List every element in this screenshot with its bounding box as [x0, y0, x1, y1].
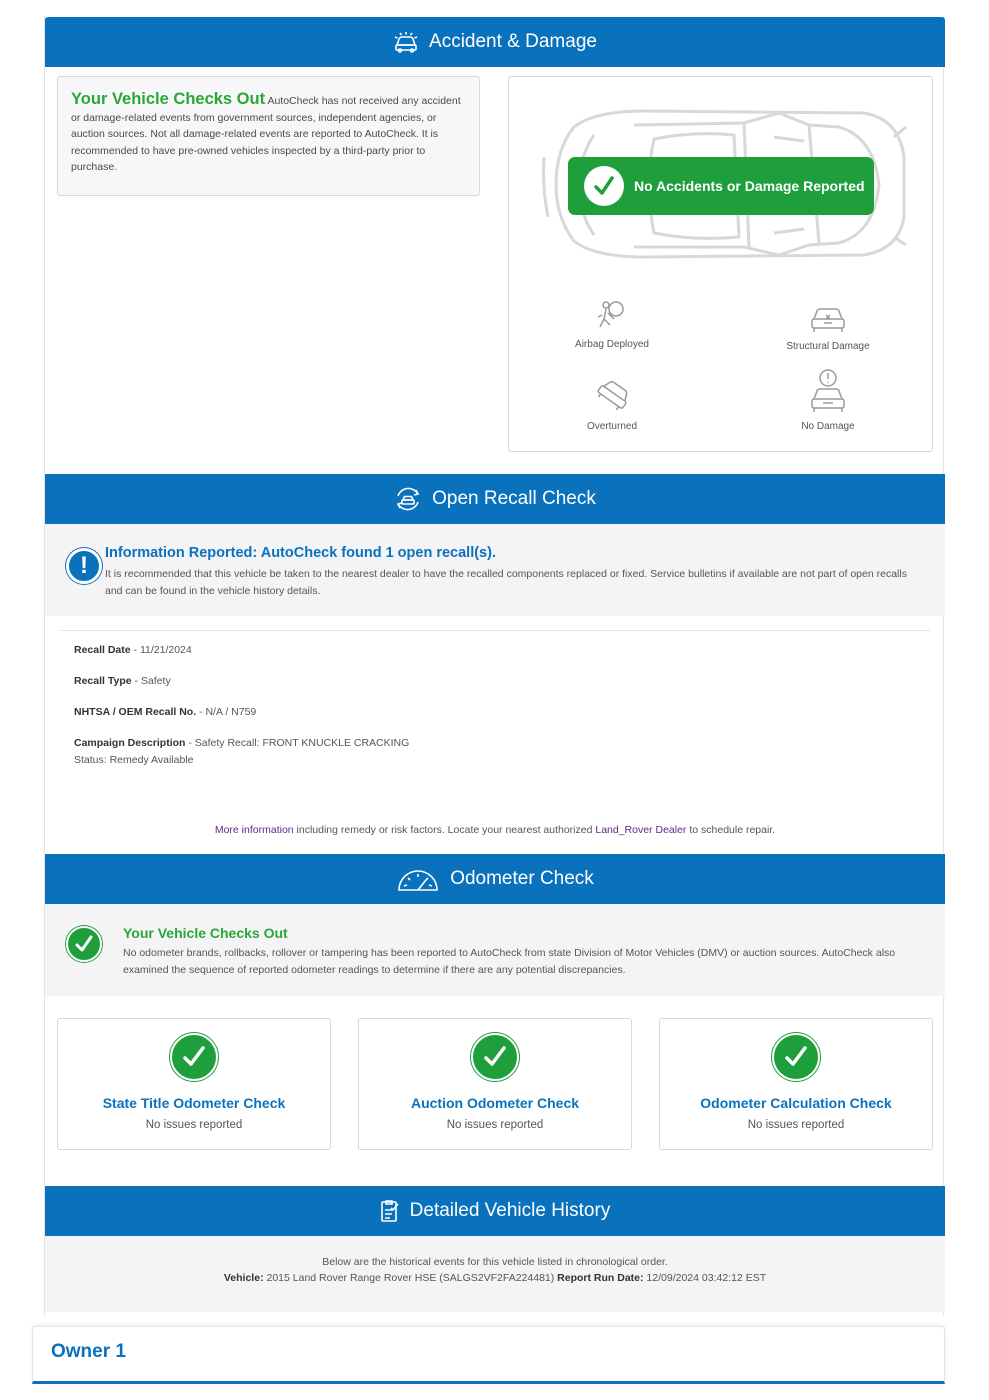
car-front-icon — [808, 303, 848, 335]
overturned-label: Overturned — [586, 421, 638, 432]
overturned-car-icon — [593, 379, 631, 415]
open-recall-title: Open Recall Check — [432, 488, 596, 509]
recall-info-text: It is recommended that this vehicle be taken to the nearest dealer to have the recalled components replaced or fixed. Service bulletins if available are not part of open recalls and can be found in the vehicle history details. — [105, 568, 907, 597]
odometer-calculation-status: No issues reported — [747, 1119, 845, 1131]
recall-date-label: Recall Date — [74, 644, 131, 656]
structural-damage-item — [758, 303, 898, 352]
checklist-icon — [380, 1199, 400, 1223]
state-title-odometer-status: No issues reported — [145, 1119, 243, 1131]
car-crash-icon — [393, 31, 419, 53]
recall-car-icon — [394, 486, 422, 512]
recall-number-value: - N/A / N759 — [196, 706, 257, 718]
odometer-info-box — [45, 904, 945, 996]
airbag-deployed-item — [542, 297, 682, 350]
campaign-description-value: - Safety Recall: FRONT KNUCKLE CRACKING — [185, 737, 410, 749]
recall-info-title: Information Reported: AutoCheck found 1 open recall(s). — [105, 545, 496, 561]
history-info-box — [45, 1236, 945, 1312]
checkmark-icon — [584, 166, 624, 206]
recall-number-label: NHTSA / OEM Recall No. — [74, 706, 197, 718]
more-information-link[interactable]: More information — [214, 824, 294, 836]
accident-checks-box — [57, 76, 480, 196]
owner-title: Owner 1 — [51, 1341, 126, 1362]
state-title-odometer-title: State Title Odometer Check — [102, 1095, 286, 1111]
odometer-checks-text: No odometer brands, rollbacks, rollover or tampering has been reported to AutoCheck from state Division of Motor Vehicles (DMV) or auction sources. AutoCheck also examined the sequence of reported odometer readings to determine if there are any potential discrepancies. — [123, 947, 896, 976]
vehicle-report — [44, 16, 944, 1316]
no-damage-item — [758, 369, 898, 432]
auction-odometer-card — [358, 1018, 632, 1150]
report-run-date-label: Report Run Date: — [557, 1272, 644, 1284]
recall-date-row — [74, 642, 192, 659]
detailed-history-title: Detailed Vehicle History — [409, 1200, 611, 1221]
car-alert-icon — [808, 369, 848, 415]
structural-damage-label: Structural Damage — [786, 341, 870, 352]
dealer-link[interactable]: Land_Rover Dealer — [595, 824, 687, 836]
odometer-checks-title: Your Vehicle Checks Out — [123, 925, 288, 941]
state-title-odometer-card — [57, 1018, 331, 1150]
odometer-header — [45, 854, 945, 904]
auction-odometer-title: Auction Odometer Check — [410, 1095, 580, 1111]
recall-info-box — [45, 524, 945, 616]
campaign-description-label: Campaign Description — [74, 737, 186, 749]
accident-damage-header — [45, 17, 945, 67]
recall-more-info — [45, 824, 945, 836]
recall-type-row — [74, 673, 171, 690]
auction-odometer-status: No issues reported — [446, 1119, 544, 1131]
history-vehicle-line — [45, 1272, 945, 1284]
more-info-text-2: to schedule repair. — [686, 824, 776, 836]
recall-status: Status: Remedy Available — [74, 754, 194, 766]
accident-checks-text: AutoCheck has not received any accident or damage-related events from government sources, independent agencies, or auction sources. Not all damage-related events are reported to AutoCheck. It is recommended to have pre-owned vehicles inspected by a third-party prior to purchase. — [71, 95, 461, 173]
recall-number-row — [74, 704, 256, 721]
speedometer-icon — [396, 866, 440, 892]
no-accidents-text: No Accidents or Damage Reported — [634, 178, 865, 194]
campaign-description-row — [74, 735, 409, 769]
recall-type-value: - Safety — [131, 675, 171, 687]
recall-type-label: Recall Type — [74, 675, 132, 687]
checkmark-circle-icon — [66, 926, 102, 962]
no-accidents-badge — [568, 157, 874, 215]
checkmark-circle-icon — [170, 1033, 218, 1081]
open-recall-header — [45, 474, 945, 524]
damage-diagram — [508, 76, 933, 452]
airbag-icon — [594, 297, 630, 333]
overturned-item — [542, 379, 682, 432]
vehicle-label: Vehicle: — [223, 1272, 264, 1284]
report-run-date-value: 12/09/2024 03:42:12 EST — [643, 1272, 767, 1284]
checkmark-circle-icon — [471, 1033, 519, 1081]
odometer-title: Odometer Check — [450, 868, 594, 889]
detailed-history-header — [45, 1186, 945, 1236]
exclamation-icon: ! — [66, 548, 102, 584]
odometer-calculation-title: Odometer Calculation Check — [700, 1095, 892, 1111]
divider — [60, 630, 930, 631]
odometer-calculation-card — [659, 1018, 933, 1150]
checkmark-circle-icon — [772, 1033, 820, 1081]
accident-damage-title: Accident & Damage — [429, 31, 597, 52]
no-damage-label: No Damage — [801, 421, 855, 432]
history-intro: Below are the historical events for this vehicle listed in chronological order. — [322, 1256, 668, 1268]
accident-checks-title: Your Vehicle Checks Out — [71, 90, 266, 108]
vehicle-value: 2015 Land Rover Range Rover HSE (SALGS2VF2FA224481) — [263, 1272, 558, 1284]
airbag-deployed-label: Airbag Deployed — [575, 339, 649, 350]
recall-date-value: - 11/21/2024 — [130, 644, 192, 656]
owner-section-header[interactable] — [32, 1326, 945, 1384]
more-info-text-1: including remedy or risk factors. Locate your nearest authorized — [293, 824, 596, 836]
